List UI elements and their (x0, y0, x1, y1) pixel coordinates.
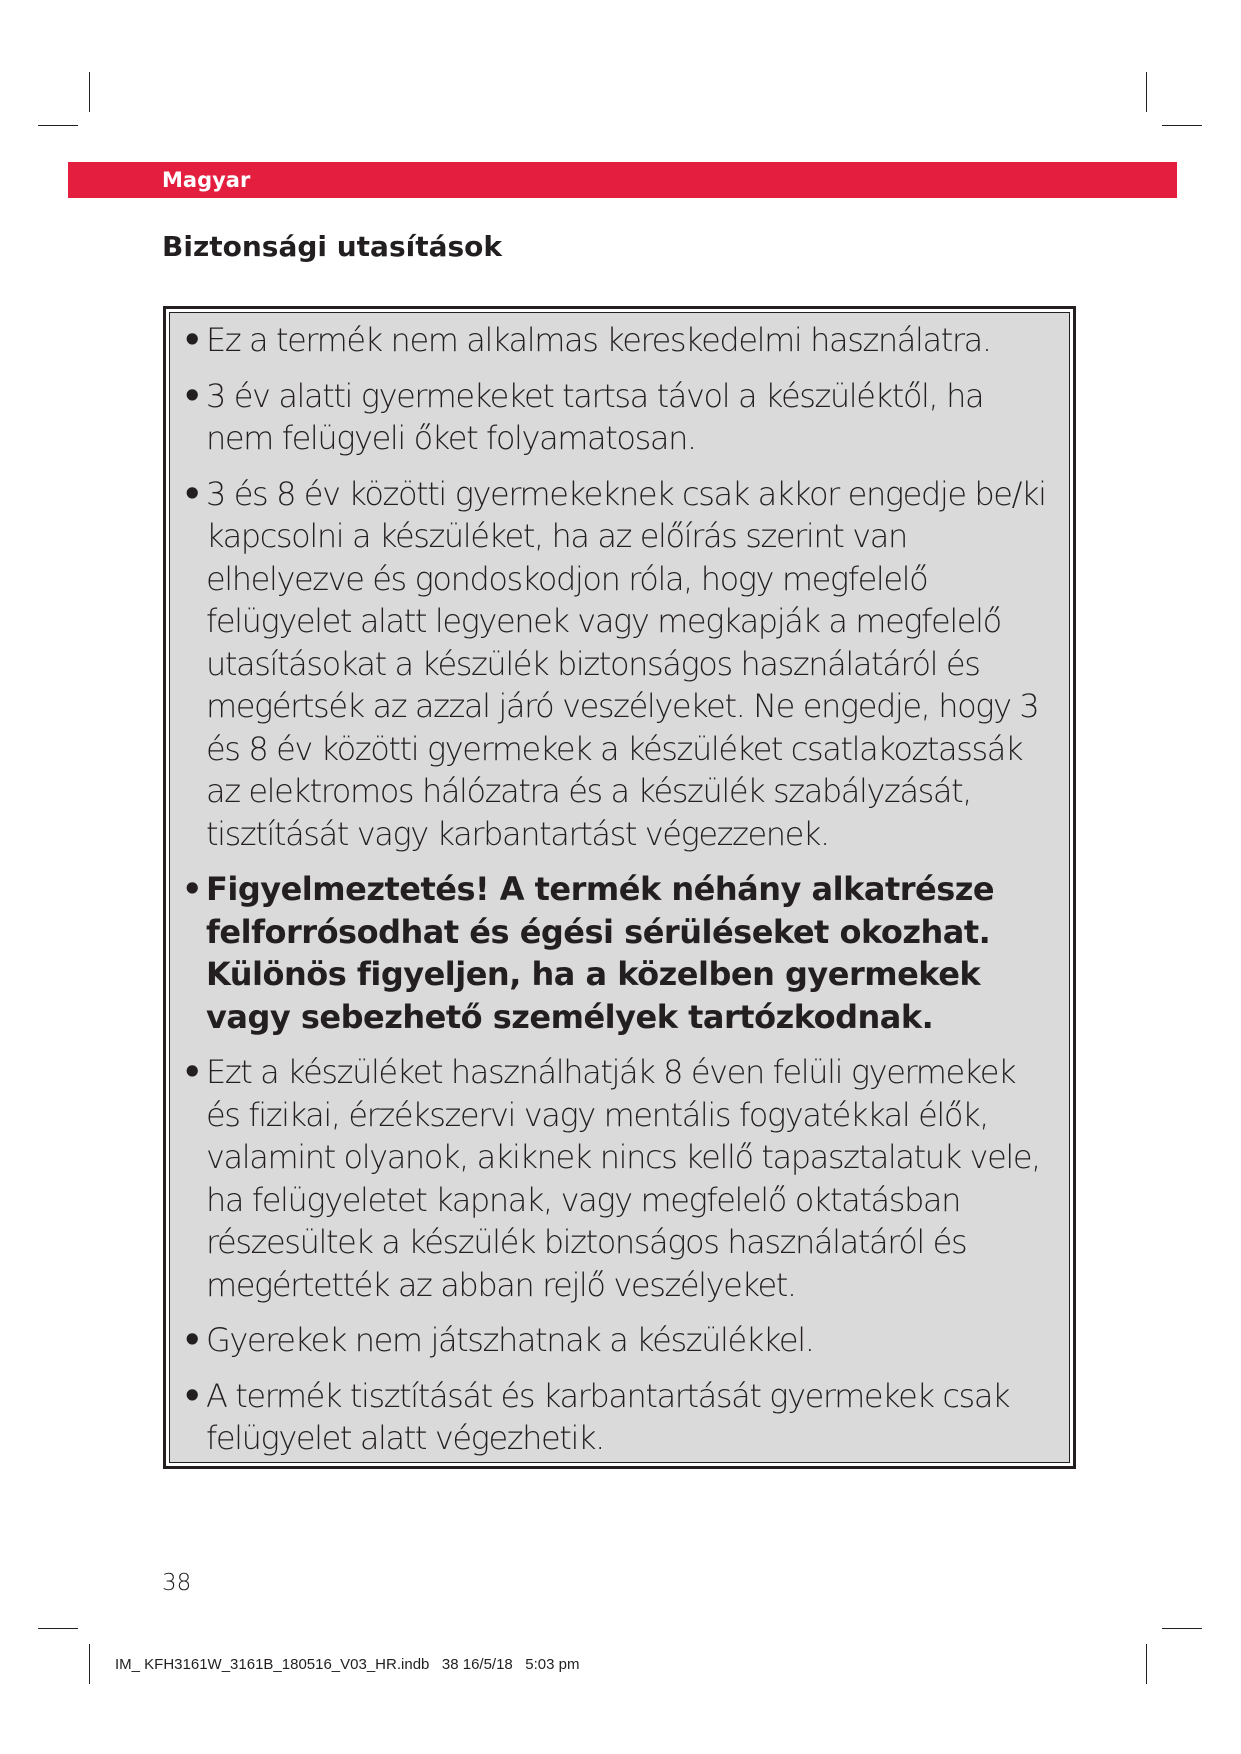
warning-list (182, 319, 1053, 1460)
warning-item: • 3 év alatti gyermekeket tartsa távol a készüléktől, ha nem felügyeli őket folyamatosan. (182, 375, 1053, 460)
page-number: 38 (162, 1570, 192, 1596)
warning-item: • Ez a termék nem alkalmas kereskedelmi használatra. (182, 319, 1053, 362)
warning-item: • 3 és 8 év közötti gyermekeknek csak akkor engedje be/ki kapcsolni a készüléket, ha az előírás szerint van elhelyezve és gondoskodjon róla, hogy megfelelő felügyelet alatt legyenek vagy megkapják a megfelelő utasításokat a készülék biztonságos használatáról és megértsék az azzal járó veszélyeket. Ne engedje, hogy 3 és 8 év közötti gyermekek a készüléket csatlakoztassák az elektromos hálózatra és a készülék szabályzását, tisztítását vagy karbantartást végezzenek. (182, 473, 1053, 856)
crop-mark-bottom-left-horizontal (38, 1628, 78, 1629)
crop-mark-bottom-right-vertical (1146, 1644, 1147, 1684)
crop-mark-bottom-right-horizontal (1162, 1628, 1202, 1629)
section-title: Biztonsági utasítások (162, 230, 503, 263)
print-imprint: IM_ KFH3161W_3161B_180516_V03_HR.indb 38 16/5/18 5:03 pm (115, 1656, 580, 1673)
language-label: Magyar (162, 168, 251, 192)
crop-mark-top-left-vertical (89, 72, 90, 112)
warning-item: • Ezt a készüléket használhatják 8 éven felüli gyermekek és fizikai, érzékszervi vagy mentális fogyatékkal élők, valamint olyanok, akiknek nincs kellő tapasztalatuk vele, ha felügyeletet kapnak, vagy megfelelő oktatásban részesültek a készülék biztonságos használatáról és megértették az abban rejlő veszélyeket. (182, 1051, 1053, 1306)
warning-item: • A termék tisztítását és karbantartását gyermekek csak felügyelet alatt végezhetik. (182, 1375, 1053, 1460)
warning-item: • Gyerekek nem játszhatnak a készülékkel. (182, 1319, 1053, 1362)
crop-mark-bottom-left-vertical (89, 1644, 90, 1684)
safety-warning-box (163, 306, 1076, 1469)
crop-mark-top-left-horizontal (38, 125, 78, 126)
crop-mark-top-right-horizontal (1162, 125, 1202, 126)
crop-mark-top-right-vertical (1146, 72, 1147, 112)
language-header-bar (68, 162, 1177, 198)
warning-item-emphasized: • Figyelmeztetés! A termék néhány alkatrésze felforrósodhat és égési sérüléseket okozhat. Különös figyeljen, ha a közelben gyermekek vagy sebezhető személyek tartózkodnak. (182, 868, 1053, 1038)
